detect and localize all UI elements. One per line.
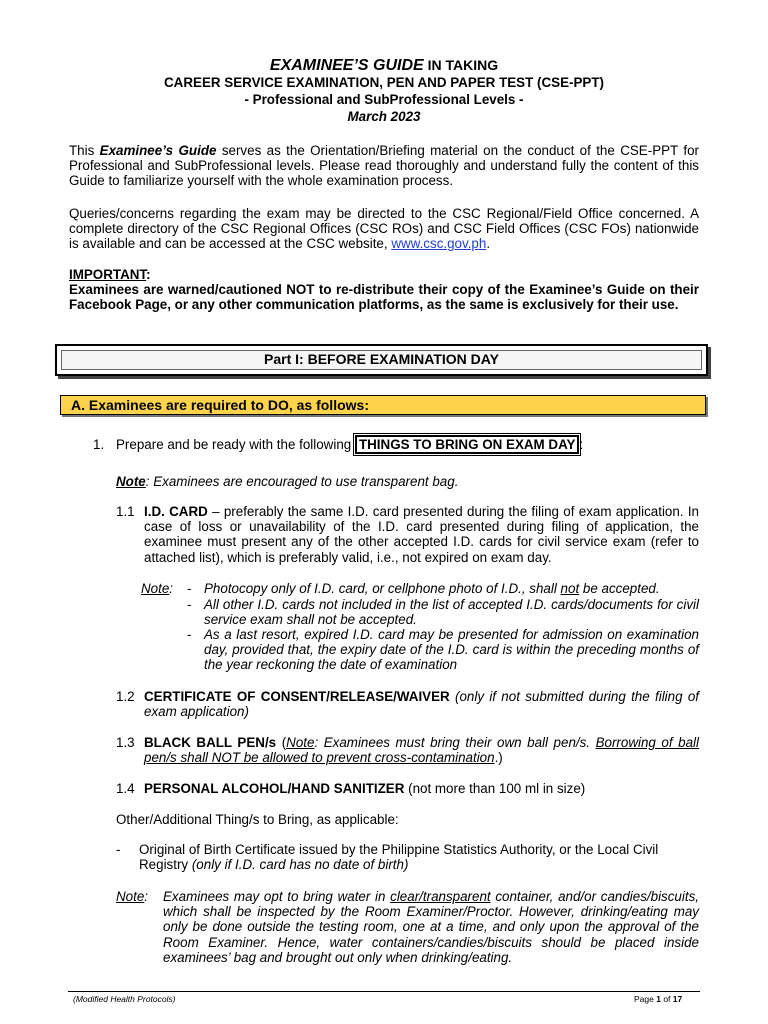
things-to-bring-box: THINGS TO BRING ON EXAM DAY [355, 435, 580, 454]
id-card-text: – preferably the same I.D. card presented during the filing of exam application. In case of loss or unavailability of the I.D. card presented during filing of application, the examinee must present any of the other accepted I.D. cards for civil service exam (refer to attached list), which is preferably valid, i.e., not expired on exam day. [144, 504, 699, 565]
bullet-1-not: not [560, 581, 580, 596]
sanitizer-text: (not more than 100 ml in size) [404, 781, 586, 796]
item-1-4-number: 1.4 [116, 781, 135, 796]
ball-pen-note-text: : Examinees must bring their own ball pen/s. [314, 735, 596, 750]
birth-certificate-item [139, 842, 699, 872]
page-current: 1 [656, 994, 661, 1004]
bullet-1-end: be accepted. [579, 581, 660, 596]
bullet-dash: - [187, 581, 192, 596]
note-label: Note [116, 889, 145, 904]
water-text-rest: container, and/or candies/biscuits, which shall be inspected by the Room Examiner/Proctor. However, drinking/eating may only be done outside the testing room, one at a time, and only upon the approval of the Room Examiner. Hence, water containers/candies/biscuits should be placed inside examinees’ bag and brought out only when drinking/eating. [163, 889, 699, 965]
page-label: Page [634, 994, 657, 1004]
important-heading [69, 267, 151, 282]
part-one-title: Part I: BEFORE EXAMINATION DAY [61, 350, 702, 370]
item-1-2-certificate [144, 689, 699, 719]
section-a-header: A. Examinees are required to DO, as follows: [60, 395, 706, 415]
important-label: IMPORTANT [69, 267, 147, 282]
id-card-heading: I.D. CARD [144, 504, 208, 519]
ball-pen-end: .) [494, 750, 503, 766]
ball-pen-borrowing: Borrowing of ball pen/s shall NOT be allowed to prevent cross-contamination [144, 735, 699, 766]
document-title [0, 56, 768, 75]
bullet-1-text: Photocopy only of I.D. card, or cellphone photo of I.D., shall [204, 581, 561, 596]
item-1-number: 1. [93, 437, 105, 452]
subtitle-levels: - Professional and SubProfessional Levels - [244, 92, 524, 107]
other-things-heading: Other/Additional Thing/s to Bring, as applicable: [116, 812, 399, 827]
note-colon: : [144, 889, 149, 904]
footer-rule [68, 991, 700, 992]
page-of: of [660, 994, 673, 1004]
certificate-text: (only if not submitted during the filing of exam application) [144, 689, 699, 720]
sanitizer-heading: PERSONAL ALCOHOL/HAND SANITIZER [144, 781, 405, 796]
water-transparent: clear/transparent [390, 889, 491, 904]
item-1-text: Prepare and be ready with the following [116, 437, 355, 452]
intro-text-rest: serves as the Orientation/Briefing material on the conduct of the CSE-PPT for Professional and SubProfessional levels. Please read thoroughly and understand fully the content of this Guide to familiarize yourself with the whole examination process. [69, 143, 699, 189]
important-text: Examinees are warned/cautioned NOT to re-distribute their copy of the Examinee’s Guide on their Facebook Page, or any other communication platforms, as the same is exclusively for their use. [69, 282, 699, 313]
note-label: Note [141, 581, 170, 596]
note-water-text [163, 889, 699, 965]
csc-website-link[interactable]: www.csc.gov.ph [391, 236, 487, 252]
important-colon: : [146, 267, 151, 282]
note-bullet-3: As a last resort, expired I.D. card may be presented for admission on examination day, provided that, the expiry date of the I.D. card is within the preceding months of the year reckoning the date of examination [204, 627, 699, 673]
part-one-box [55, 344, 708, 376]
item-1-1-number: 1.1 [116, 504, 135, 519]
title-rest: IN TAKING [423, 57, 499, 73]
page-number [634, 994, 682, 1004]
title-italic: EXAMINEE’S GUIDE [269, 57, 424, 74]
ball-pen-heading: BLACK BALL PEN/s [144, 735, 277, 750]
bullet-dash: - [187, 597, 192, 612]
birth-certificate-text: Original of Birth Certificate issued by the Philippine Statistics Authority, or the Local Civil Registry [139, 842, 659, 873]
note-label: Note [116, 474, 146, 489]
note-bullet-1 [204, 581, 699, 596]
ball-pen-open: ( [276, 735, 287, 750]
footer-left: (Modified Health Protocols) [73, 994, 176, 1004]
bullet-dash: - [116, 842, 121, 857]
note-transparent-bag [116, 474, 458, 489]
queries-end: . [486, 236, 491, 252]
note-id-card [141, 581, 173, 596]
item-1 [116, 435, 583, 454]
note-colon: : [169, 581, 174, 596]
intro-text: This [69, 143, 100, 158]
birth-certificate-condition: (only if I.D. card has no date of birth) [191, 857, 409, 873]
note-bullet-2: All other I.D. cards not included in the list of accepted I.D. cards/documents for civil service exam shall not be accepted. [204, 597, 699, 628]
queries-paragraph [69, 206, 699, 252]
item-1-2-number: 1.2 [116, 689, 135, 704]
subtitle-date: March 2023 [347, 109, 421, 124]
note-text: : Examinees are encouraged to use transparent bag. [145, 474, 459, 489]
guide-name: Examinee’s Guide [99, 143, 217, 158]
water-text: Examinees may opt to bring water in [163, 889, 391, 904]
item-1-3-ball-pen [144, 735, 699, 765]
intro-paragraph [69, 143, 699, 189]
subtitle-exam: CAREER SERVICE EXAMINATION, PEN AND PAPER TEST (CSE-PPT) [164, 75, 604, 90]
item-1-4-sanitizer [144, 781, 699, 796]
ball-pen-note-label: Note [286, 735, 315, 750]
note-water [116, 889, 148, 904]
item-1-3-number: 1.3 [116, 735, 135, 750]
item-1-1-id-card [144, 504, 699, 565]
bullet-dash: - [187, 627, 192, 642]
item-1-colon: : [579, 437, 584, 452]
certificate-heading: CERTIFICATE OF CONSENT/RELEASE/WAIVER [144, 689, 450, 704]
queries-text: Queries/concerns regarding the exam may be directed to the CSC Regional/Field Office concerned. A complete directory of the CSC Regional Offices (CSC ROs) and CSC Field Offices (CSC FOs) nationwide is available and can be accessed at the CSC website, [69, 206, 699, 252]
page-total: 17 [672, 994, 683, 1004]
